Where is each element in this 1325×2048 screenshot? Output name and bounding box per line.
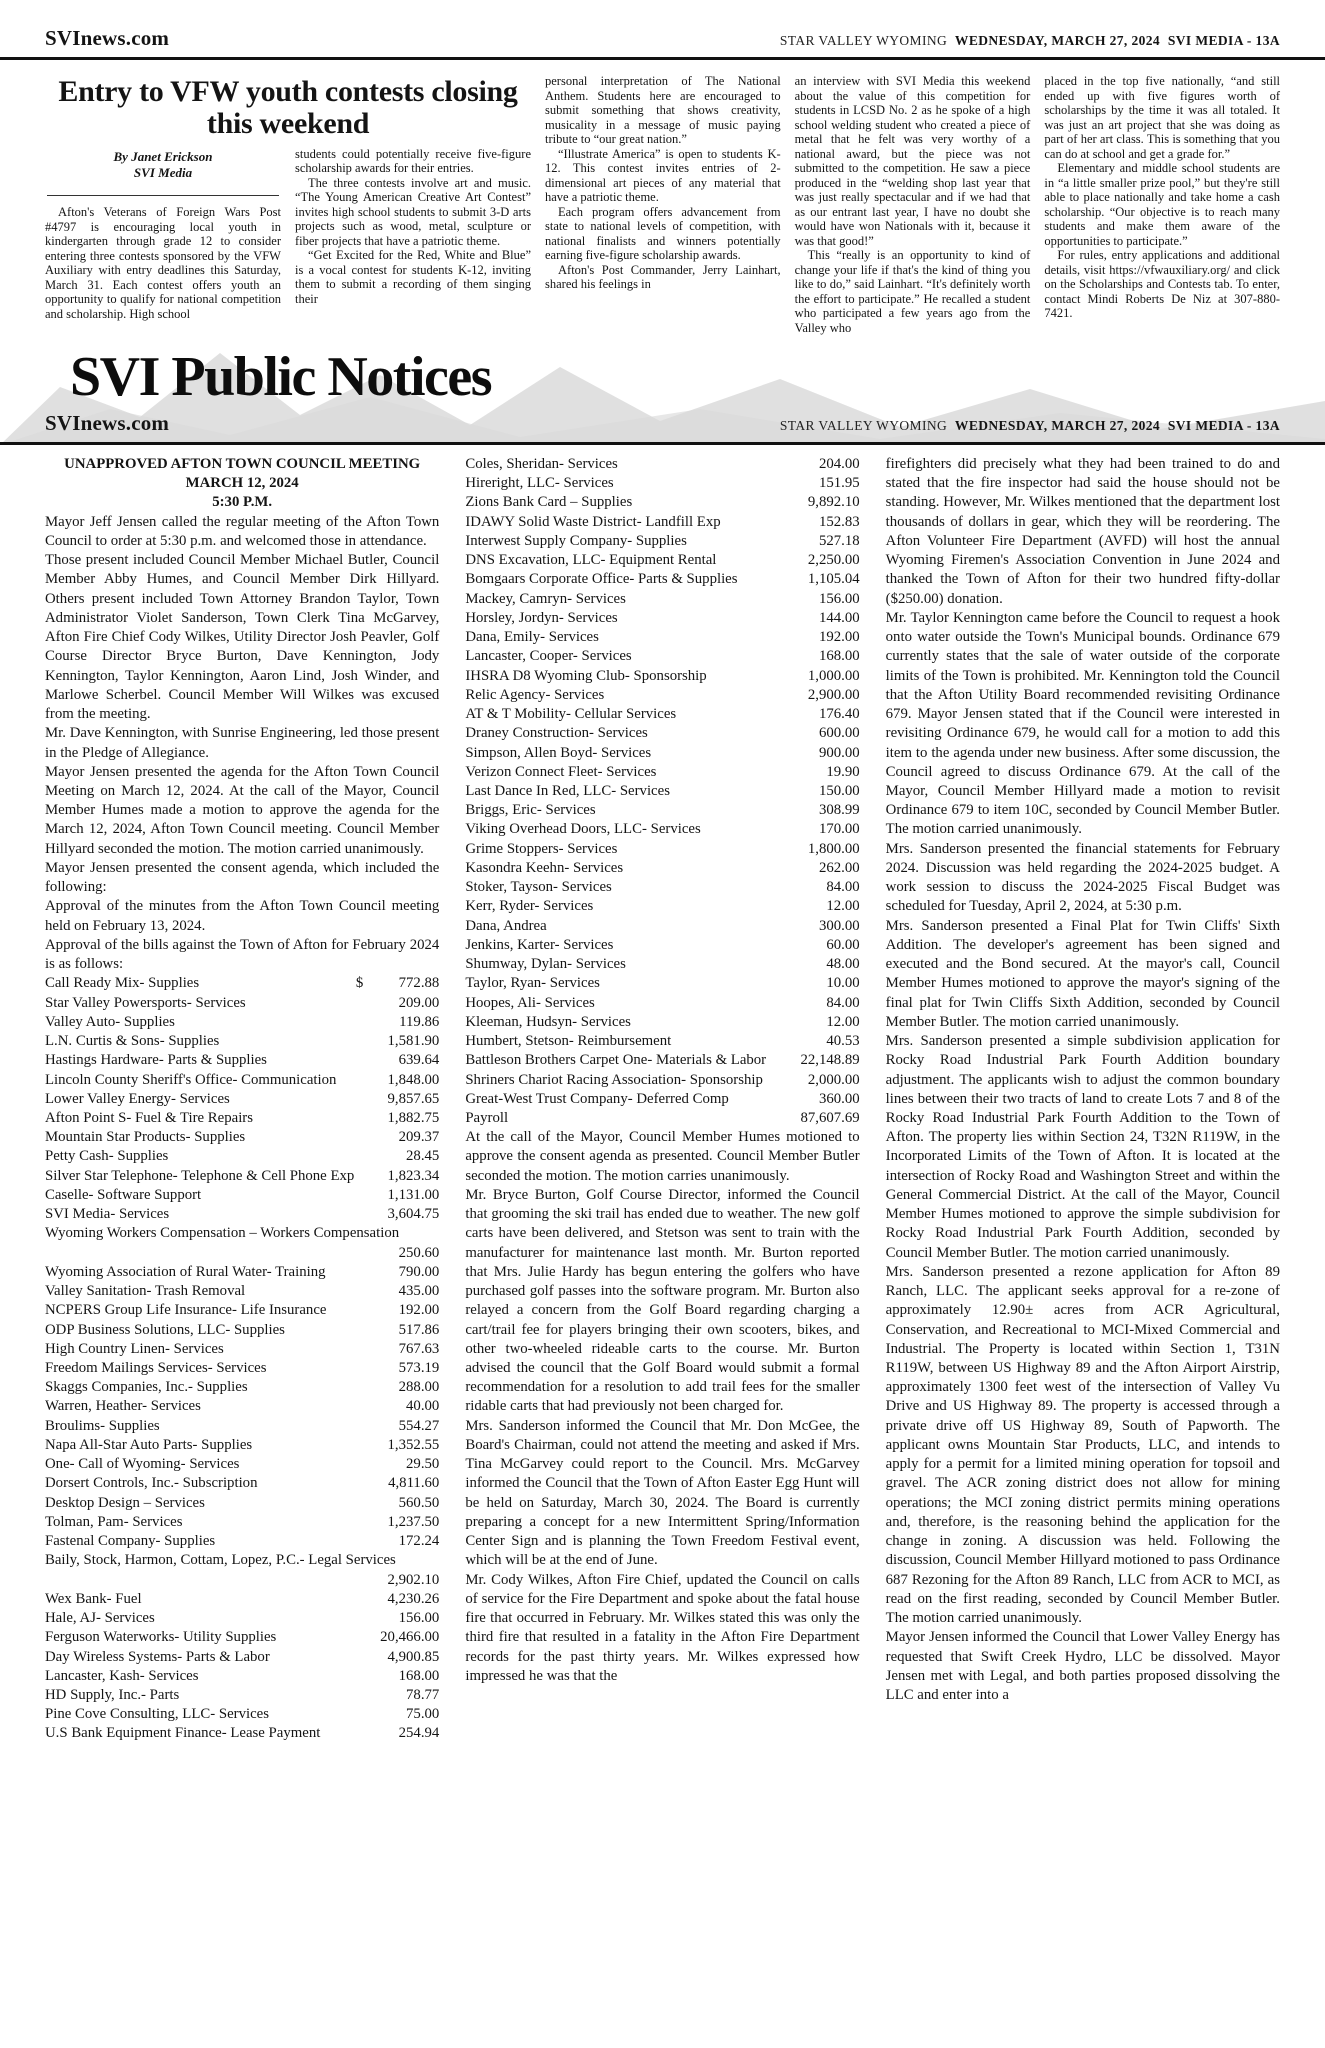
bill-line-item: [45, 1378, 439, 1397]
paragraph: placed in the top five nationally, “and still ended up with five figures worth of scholarships by the time it was all totaled. It was just an art project that she was doing as part of her art class. This is something that you can do at school and get a grade for.”: [1044, 74, 1281, 161]
byline: [45, 149, 281, 182]
bill-line-item: [465, 667, 859, 686]
bill-line-item: [45, 1397, 439, 1416]
paragraph: For rules, entry applications and additional details, visit https://vfwauxiliary.org/ and click on the Scholarships and Contests tab. To enter, contact Mindi Roberts De Niz at 307-880-7421.: [1044, 248, 1281, 320]
bill-line-item: [465, 878, 859, 897]
bill-payee: Great-West Trust Company- Deferred Comp: [465, 1090, 729, 1107]
bill-amount: 170.00: [818, 821, 860, 838]
bill-line-item: [465, 840, 859, 859]
bill-payee: Tolman, Pam- Services: [45, 1513, 183, 1530]
bill-amount: 435.00: [398, 1283, 440, 1300]
bill-amount: 1,823.34: [387, 1167, 440, 1184]
bill-line-item: [45, 1147, 439, 1166]
bill-amount: 1,581.90: [387, 1033, 440, 1050]
bill-payee: Call Ready Mix- Supplies: [45, 975, 200, 992]
bill-payee: Ferguson Waterworks- Utility Supplies: [45, 1629, 277, 1646]
byline-author: By Janet Erickson: [113, 148, 213, 164]
bill-line-item: [45, 1051, 439, 1070]
public-notices-body: [0, 445, 1325, 1762]
bill-line-item: [465, 1090, 859, 1109]
bill-amount: 40.00: [406, 1398, 440, 1415]
bill-amount: 1,105.04: [807, 571, 860, 588]
bill-payee: Baily, Stock, Harmon, Cottam, Lopez, P.C.- Legal Services: [45, 1552, 396, 1569]
bill-payee: Wex Bank- Fuel: [45, 1590, 142, 1607]
bill-amount: 4,230.26: [387, 1590, 440, 1607]
paragraph: an interview with SVI Media this weekend about the value of this competition for students in LCSD No. 2 as he spoke of a high school welding student who created a piece of metal that he felt was very worthy of a national award, but the piece was not submitted to the competition. He saw a piece produced in the “welding shop last year that was just really spectacular and if we had that as our entrant last year, I have no doubt she would have won Nationals with it, because it was that good!”: [794, 74, 1031, 248]
bill-line-item: [465, 609, 859, 628]
bill-amount: 209.00: [398, 994, 440, 1011]
bill-amount: 20,466.00: [380, 1629, 440, 1646]
bill-amount: 204.00: [818, 456, 860, 472]
bill-amount: 639.64: [398, 1052, 440, 1069]
bill-amount: 150.00: [818, 782, 860, 799]
bill-payee: Lancaster, Kash- Services: [45, 1667, 199, 1684]
bill-amount: 151.95: [818, 475, 860, 492]
paragraph: firefighters did precisely what they had been trained to do and stated that the fire inspector had said the house should not be standing. However, Mr. Wilkes mentioned that the department lost thousands of dollars in gear, which they will be reordering. The Afton Volunteer Fire Department (AVFD) will host the annual Wyoming Firemen's Association Convention in June 2024 and thanked the Town of Afton for their two hundred fifty-dollar ($250.00) donation.: [885, 456, 1280, 607]
paragraph: personal interpretation of The National Anthem. Students here are encouraged to submit something that shows creativity, musicality in a message of music paying tribute to “our great nation.”: [545, 74, 781, 146]
paragraph: “Illustrate America” is open to students K-12. This contest invites entries of 2-dimensional art pieces of any material that have a patriotic theme.: [545, 146, 781, 204]
meeting-heading-line-1: UNAPPROVED AFTON TOWN COUNCIL MEETING: [64, 456, 421, 472]
bill-amount: 192.00: [398, 1302, 440, 1319]
paragraph: Mr. Bryce Burton, Golf Course Director, informed the Council that grooming the ski trail has ended due to weather. The new golf carts have been delivered, and Stetson was sent to train with the manufacturer for maintenance last month. Mr. Burton reported that Mrs. Julie Hardy has begun entering the golfers who have purchased golf passes into the software program. Mr. Burton also relayed a concern from the Golf Board regarding charging a cart/trail fee for players bringing their own scooters, bikes, and other two-wheeled rideable carts to the course. Mr. Burton advised the council that the Golf Board would submit a formal recommendation for a resolution to add trail fees for the smaller ridable carts that had previously not been charged for.: [465, 1186, 860, 1415]
bill-payee: IDAWY Solid Waste District- Landfill Exp: [465, 513, 721, 530]
bill-amount: 360.00: [818, 1090, 860, 1107]
bill-amount: 12.00: [826, 1013, 860, 1030]
bill-payee: Valley Auto- Supplies: [45, 1013, 175, 1030]
bill-line-item: [465, 686, 859, 705]
bill-line-item: [45, 1590, 439, 1609]
bill-line-item: [465, 820, 859, 839]
bill-payee: Day Wireless Systems- Parts & Labor: [45, 1648, 270, 1665]
bill-payee: Dana, Emily- Services: [465, 629, 599, 646]
bill-payee: Broulims- Supplies: [45, 1417, 160, 1434]
bill-payee: Last Dance In Red, LLC- Services: [465, 782, 670, 799]
bill-line-item: [45, 1724, 439, 1743]
bill-payee: Mackey, Camryn- Services: [465, 590, 626, 607]
bill-payee: U.S Bank Equipment Finance- Lease Payment: [45, 1725, 321, 1742]
bill-line-item: [465, 647, 859, 666]
bill-amount: 767.63: [398, 1340, 440, 1357]
bill-line-item: [465, 1013, 859, 1032]
bill-payee: Relic Agency- Services: [465, 686, 605, 703]
bill-amount: 119.86: [399, 1013, 440, 1030]
bill-payee: Fastenal Company- Supplies: [45, 1533, 216, 1550]
bill-amount: 78.77: [406, 1687, 440, 1703]
bill-amount: 172.24: [398, 1533, 440, 1550]
bill-amount: 554.27: [398, 1417, 440, 1434]
bill-line-item: [465, 1071, 859, 1090]
bill-payee: Horsley, Jordyn- Services: [465, 609, 618, 626]
bill-amount: 600.00: [818, 725, 860, 742]
article-column-3: [545, 74, 781, 335]
paragraph: This “really is an opportunity to kind of change your life if that's the kind of thing you like to do,” said Lainhart. “It's definitely worth the effort to participate.” He recalled a student who participated a few years ago from the Valley who: [794, 248, 1031, 335]
bill-line-item: [465, 1032, 859, 1051]
paragraph: Mr. Taylor Kennington came before the Council to request a hook onto water outside the Town's Municipal bounds. Ordinance 679 currently states that the sale of water outside of the corporate limits of the Town is prohibited. Mr. Kennington told the Council that the Afton Utility Board recommended revisiting Ordinance 679. Mayor Jensen stated that if the Council were interested in revisiting Ordinance 679, he would call for a motion to add this item to the agenda under new business. After some discussion, the Council agreed to discuss Ordinance 679. At the call of the Mayor, Council Member Hillyard made a motion to revisit Ordinance 679 to item 10C, seconded by Council Member Butler. The motion carried unanimously.: [885, 609, 1280, 838]
masthead-2-location: STAR VALLEY WYOMING: [779, 418, 948, 433]
bill-amount: 144.00: [818, 609, 860, 626]
bill-payee: Stoker, Tayson- Services: [465, 879, 612, 896]
paragraph: Mr. Cody Wilkes, Afton Fire Chief, updated the Council on calls of service for the Fire Department and spoke about the fatal house fire that occurred in February. Mr. Wilkes stated this was only the third fire that resulted in a fatality in the Afton Fire Department records for the past thirty years. Mr. Wilkes expressed how impressed he was that the: [465, 1571, 860, 1684]
bill-amount: 790.00: [398, 1263, 440, 1280]
notices-column-3-text: [886, 455, 1280, 1705]
bill-payee: Hale, AJ- Services: [45, 1610, 155, 1627]
bill-line-item: [45, 1686, 439, 1705]
bill-payee: NCPERS Group Life Insurance- Life Insurance: [45, 1302, 327, 1319]
bill-line-item: [465, 744, 859, 763]
bill-line-item: [465, 897, 859, 916]
masthead-2-folio: [776, 418, 1280, 434]
bill-amount: 9,857.65: [387, 1090, 440, 1107]
bill-amount: 560.50: [398, 1494, 440, 1511]
bill-amount: 60.00: [826, 936, 860, 953]
paragraph: students could potentially receive five-figure scholarship awards for their entries.: [295, 146, 531, 176]
bill-payee: Verizon Connect Fleet- Services: [465, 763, 657, 780]
vfw-article: [0, 60, 1325, 343]
bill-payee: Kasondra Keehn- Services: [465, 859, 624, 876]
bill-line-item: [45, 1186, 439, 1205]
bill-amount: 48.00: [826, 956, 860, 973]
bill-payee: Hastings Hardware- Parts & Supplies: [45, 1052, 267, 1069]
bill-amount: 573.19: [398, 1360, 440, 1377]
bill-amount: 262.00: [818, 859, 860, 876]
bill-line-item: [465, 936, 859, 955]
article-left-block: [45, 74, 531, 335]
bill-amount: 22,148.89: [800, 1052, 860, 1069]
bill-payee: Pine Cove Consulting, LLC- Services: [45, 1706, 269, 1723]
bill-line-item: [465, 1109, 859, 1128]
bill-line-item: [45, 1032, 439, 1051]
paragraph: The three contests involve art and music. “The Young American Creative Art Contest” invites high school students to submit 3-D arts projects such as wood, metal, sculpture or fiber projects that have a patriotic theme.: [295, 175, 531, 248]
bill-amount: 1,000.00: [807, 667, 860, 684]
masthead-2-brand: SVInews.com: [45, 411, 170, 435]
bill-line-item: [45, 974, 439, 993]
bill-payee: Napa All-Star Auto Parts- Supplies: [45, 1436, 253, 1453]
bill-payee: High Country Linen- Services: [45, 1340, 224, 1357]
bill-amount: 1,237.50: [387, 1513, 440, 1530]
bill-amount: 300.00: [818, 917, 860, 934]
bill-payee: Petty Cash- Supplies: [45, 1148, 169, 1165]
paragraph: Mayor Jensen presented the consent agenda, which included the following:: [45, 859, 440, 896]
bill-payee: Kerr, Ryder- Services: [465, 898, 594, 915]
bill-line-item: [45, 1263, 439, 1282]
masthead-2-page-number: SVI MEDIA - 13A: [1167, 418, 1280, 433]
bill-line-item: [45, 1321, 439, 1340]
bill-line-item: [465, 513, 859, 532]
paragraph: Mayor Jensen presented the agenda for the Afton Town Council Meeting on March 12, 2024. At the call of the Mayor, Council Member Humes made a motion to approve the agenda for the March 12, 2024, Afton Town Council meeting. Council Member Hillyard seconded the motion. The motion carried unanimously.: [45, 763, 440, 857]
bill-line-item: [465, 551, 859, 570]
notices-column-1-bills: [45, 974, 439, 1743]
bill-line-item: [45, 1436, 439, 1455]
notices-column-2-bills: [465, 455, 859, 1128]
public-notices-header: [0, 343, 1325, 445]
bill-line-item: [45, 1417, 439, 1436]
bill-line-item: [45, 1301, 439, 1320]
masthead-page-number: SVI MEDIA - 13A: [1167, 33, 1280, 48]
byline-org: SVI Media: [133, 165, 193, 181]
bill-line-item: [45, 1532, 439, 1551]
paragraph: Mayor Jensen informed the Council that Lower Valley Energy has requested that Swift Creek Hydro, LLC be dissolved. Mayor Jensen met with Legal, and both parties proposed dissolving the LLC and enter into a: [885, 1629, 1280, 1703]
bill-amount: 19.90: [826, 763, 860, 780]
article-column-1: [45, 147, 281, 322]
bill-amount: 1,131.00: [387, 1186, 440, 1203]
bill-line-item: [465, 994, 859, 1013]
bill-payee: Silver Star Telephone- Telephone & Cell Phone Exp: [45, 1167, 355, 1184]
meeting-heading-line-3: 5:30 P.M.: [212, 494, 273, 511]
bill-line-item: [45, 1167, 439, 1186]
bill-payee: DNS Excavation, LLC- Equipment Rental: [465, 552, 717, 569]
bill-payee: Humbert, Stetson- Reimbursement: [465, 1033, 672, 1050]
bill-payee: Coles, Sheridan- Services: [465, 456, 618, 472]
bill-payee: Lower Valley Energy- Services: [45, 1090, 230, 1107]
bill-payee: Star Valley Powersports- Services: [45, 994, 246, 1011]
bill-payee: Lancaster, Cooper- Services: [465, 648, 632, 665]
bill-payee: Warren, Heather- Services: [45, 1398, 201, 1415]
bill-amount: 192.00: [818, 629, 860, 646]
paragraph: At the call of the Mayor, Council Member Humes motioned to approve the consent agenda as presented. Council Member Butler seconded the motion. The motion carries unanimously.: [465, 1129, 860, 1184]
bill-amount: 9,892.10: [807, 494, 860, 511]
bill-amount: 772.88: [398, 975, 440, 992]
paragraph: Elementary and middle school students are in “a little smaller prize pool,” but they're still able to place nationally and take home a cash scholarship. “Our objective is to reach many students and make them aware of the opportunities to participate.”: [1044, 161, 1281, 248]
bill-line-item: [465, 917, 859, 936]
paragraph: Mrs. Sanderson presented a Final Plat for Twin Cliffs' Sixth Addition. The developer's agreement has been signed and executed and the Bond secured. At the mayor's call, Council Member Humes motioned to approve the mayor's signing of the final plat for Twin Cliffs Sixth Addition, seconded by Council Member Butler. The motion carried unanimously.: [885, 917, 1280, 1030]
bill-line-item: [45, 1090, 439, 1109]
paragraph: Afton's Veterans of Foreign Wars Post #4797 is encouraging local youth in kindergarten through grade 12 to consider entering three contests sponsored by the VFW Auxiliary with entry deadlines this Saturday, March 31. Each contest offers youth an opportunity to qualify for national competition and scholarship. High school: [45, 205, 281, 321]
article-column-5: [1044, 74, 1280, 335]
bill-amount: 10.00: [826, 975, 860, 992]
bill-payee: Draney Construction- Services: [465, 725, 648, 742]
bill-payee: Desktop Design – Services: [45, 1494, 205, 1511]
bill-payee: Freedom Mailings Services- Services: [45, 1360, 267, 1377]
bill-line-item: [45, 1648, 439, 1667]
masthead-location: STAR VALLEY WYOMING: [779, 33, 948, 48]
bill-payee: Caselle- Software Support: [45, 1186, 202, 1203]
bill-amount: 2,900.00: [807, 686, 860, 703]
bill-line-item: [45, 1013, 439, 1032]
bill-amount: 517.86: [398, 1321, 440, 1338]
bill-payee: Taylor, Ryan- Services: [465, 975, 600, 992]
bill-amount: 152.83: [818, 513, 860, 530]
bill-line-item: [465, 782, 859, 801]
bill-payee: One- Call of Wyoming- Services: [45, 1456, 240, 1473]
bill-line-item: [465, 974, 859, 993]
article-column-2: [295, 147, 531, 322]
bill-payee: Hoopes, Ali- Services: [465, 994, 595, 1011]
masthead: [0, 0, 1325, 60]
currency-symbol: $: [355, 975, 364, 992]
bill-payee: Interwest Supply Company- Supplies: [465, 532, 687, 549]
bill-line-item: [45, 1455, 439, 1474]
bill-amount: 2,000.00: [807, 1071, 860, 1088]
bill-payee: Zions Bank Card – Supplies: [465, 494, 633, 511]
bill-payee: Wyoming Association of Rural Water- Training: [45, 1263, 326, 1280]
bill-amount: 288.00: [398, 1379, 440, 1396]
masthead-brand: SVInews.com: [45, 26, 170, 50]
bill-payee: Dana, Andrea: [465, 917, 547, 934]
bill-payee: Mountain Star Products- Supplies: [45, 1129, 246, 1146]
bill-payee: Shriners Chariot Racing Association- Sponsorship: [465, 1071, 763, 1088]
paragraph: Mr. Dave Kennington, with Sunrise Engineering, led those present in the Pledge of Allegiance.: [45, 725, 440, 761]
bill-line-item: [465, 590, 859, 609]
bill-line-item: [45, 1513, 439, 1532]
bill-amount: 168.00: [818, 648, 860, 665]
bill-payee: IHSRA D8 Wyoming Club- Sponsorship: [465, 667, 707, 684]
bill-line-item: [45, 1628, 439, 1647]
bill-amount: 84.00: [826, 879, 860, 896]
bill-line-item: [465, 455, 859, 474]
bill-amount: 12.00: [826, 898, 860, 915]
notices-column-1-text: [45, 513, 439, 975]
bill-line-item: [465, 705, 859, 724]
bill-payee: AT & T Mobility- Cellular Services: [465, 706, 677, 723]
bill-amount: 1,800.00: [807, 840, 860, 857]
bill-line-item: [45, 1705, 439, 1724]
bill-amount: 87,607.69: [800, 1109, 860, 1126]
bill-payee: Dorsert Controls, Inc.- Subscription: [45, 1475, 258, 1492]
bill-line-item: [45, 1609, 439, 1628]
bill-amount: 1,882.75: [387, 1109, 440, 1126]
public-notices-title: SVI Public Notices: [70, 346, 491, 408]
bill-amount: 900.00: [818, 744, 860, 761]
bill-line-item: [465, 1051, 859, 1070]
bill-payee: Lincoln County Sheriff's Office- Communication: [45, 1071, 337, 1088]
bill-amount: 156.00: [398, 1610, 440, 1627]
bill-payee: L.N. Curtis & Sons- Supplies: [45, 1033, 220, 1050]
bill-payee: Afton Point S- Fuel & Tire Repairs: [45, 1109, 253, 1126]
masthead-2-date: WEDNESDAY, MARCH 27, 2024: [954, 418, 1161, 433]
bill-line-item: [45, 1282, 439, 1301]
article-column-1-text: [45, 205, 281, 321]
bill-line-item: [465, 474, 859, 493]
paragraph: Mrs. Sanderson informed the Council that Mr. Don McGee, the Board's Chairman, could not attend the meeting and asked if Mrs. Tina McGarvey could report to the Council. Mrs. McGarvey informed the Council that the Town of Afton Easter Egg Hunt will be held on Saturday, March 30, 2024. The Board is currently preparing a concept for a new Intermittent Spring/Information Center Sign and is planning the Town Freedom Festival event, which will be at the end of June.: [465, 1417, 860, 1569]
bill-payee: Simpson, Allen Boyd- Services: [465, 744, 652, 761]
bill-payee: SVI Media- Services: [45, 1206, 170, 1223]
bill-payee: Viking Overhead Doors, LLC- Services: [465, 821, 701, 838]
bill-payee: Grime Stoppers- Services: [465, 840, 618, 857]
paragraph: Those present included Council Member Michael Butler, Council Member Abby Humes, and Council Member Dirk Hillyard. Others present included Town Attorney Brandon Taylor, Town Administrator Violet Sanderson, Town Clerk Tina McGarvey, Afton Fire Chief Cody Wilkes, Utility Director Josh Peavler, Golf Course Director Bryce Burton, Dave Kennington, Jody Kennington, Taylor Kennington, Aaron Lind, Josh Winder, and Marlowe Scherbel. Council Member Will Wilkes was excused from the meeting.: [45, 552, 440, 723]
bill-payee: Briggs, Eric- Services: [465, 802, 596, 819]
bill-amount: 2,902.10: [387, 1571, 440, 1588]
bill-line-item: [45, 1667, 439, 1686]
bill-amount: 168.00: [398, 1667, 440, 1684]
notices-column-1: [45, 455, 439, 1744]
bill-amount: 254.94: [398, 1725, 440, 1742]
bill-line-item: [465, 532, 859, 551]
bill-line-item: [465, 801, 859, 820]
bill-amount: 40.53: [826, 1033, 860, 1050]
bill-line-item: [45, 1340, 439, 1359]
bill-line-item: [465, 724, 859, 743]
bill-amount: 28.45: [406, 1148, 440, 1165]
masthead-folio: [776, 33, 1280, 49]
bill-payee: HD Supply, Inc.- Parts: [45, 1687, 180, 1703]
bill-amount: 308.99: [818, 802, 860, 819]
masthead-2: [0, 407, 1325, 445]
meeting-heading-line-2: MARCH 12, 2024: [185, 475, 299, 492]
bill-line-item: [465, 955, 859, 974]
bill-amount: 1,352.55: [387, 1436, 440, 1453]
bill-amount: 527.18: [818, 532, 860, 549]
article-column-4: [795, 74, 1031, 335]
bill-amount: 75.00: [406, 1706, 440, 1723]
bill-payee: Skaggs Companies, Inc.- Supplies: [45, 1379, 248, 1396]
bill-payee: Valley Sanitation- Trash Removal: [45, 1283, 246, 1300]
bill-amount: 209.37: [398, 1129, 440, 1146]
bill-amount: 4,900.85: [387, 1648, 440, 1665]
bill-payee: Bomgaars Corporate Office- Parts & Supplies: [465, 571, 738, 588]
notices-column-3: [886, 455, 1280, 1744]
bill-amount: 250.60: [398, 1244, 440, 1261]
bill-payee: Jenkins, Karter- Services: [465, 936, 614, 953]
byline-rule: [47, 195, 279, 196]
bill-line-item: [465, 859, 859, 878]
bill-payee: Battleson Brothers Carpet One- Materials & Labor: [465, 1052, 767, 1069]
bill-payee: Wyoming Workers Compensation – Workers Compensation: [45, 1225, 400, 1242]
bill-payee: Shumway, Dylan- Services: [465, 956, 626, 973]
bill-amount: 4,811.60: [388, 1475, 440, 1492]
bill-line-item: [45, 1128, 439, 1147]
bill-line-item: [45, 1205, 439, 1224]
paragraph: Approval of the minutes from the Afton Town Council meeting held on February 13, 2024.: [45, 898, 440, 934]
bill-amount: 3,604.75: [387, 1206, 440, 1223]
bill-line-item: [45, 1071, 439, 1090]
bill-payee: Hireright, LLC- Services: [465, 475, 614, 492]
paragraph: Approval of the bills against the Town of Afton for February 2024 is as follows:: [45, 936, 440, 973]
bill-payee: ODP Business Solutions, LLC- Supplies: [45, 1321, 285, 1338]
bill-line-item: [45, 1224, 439, 1262]
bill-line-item: [45, 1359, 439, 1378]
bill-line-item: [45, 1551, 439, 1589]
bill-amount: 176.40: [818, 706, 860, 723]
bill-line-item: [45, 1474, 439, 1493]
bill-line-item: [45, 994, 439, 1013]
bill-line-item: [465, 570, 859, 589]
paragraph: “Get Excited for the Red, White and Blue” is a vocal contest for students K-12, inviting them to submit a recording of them singing their: [295, 248, 531, 306]
notices-column-2-text: [465, 1128, 859, 1686]
bill-line-item: [45, 1109, 439, 1128]
paragraph: Mayor Jeff Jensen called the regular meeting of the Afton Town Council to order at 5:30 p.m. and welcomed those in attendance.: [45, 513, 440, 549]
bill-payee: Kleeman, Hudsyn- Services: [465, 1013, 631, 1030]
bill-line-item: [465, 493, 859, 512]
bill-line-item: [45, 1494, 439, 1513]
bill-amount: 84.00: [826, 994, 860, 1011]
notices-column-2: [465, 455, 859, 1744]
paragraph: Mrs. Sanderson presented a simple subdivision application for Rocky Road Industrial Park Fourth Addition boundary adjustment. The applicants wish to adjust the common boundary lines between their two tracts of land to create Lots 7 and 8 of the Rocky Road Industrial Park Fourth Addition to the Town of Afton. The property lies within Section 24, T32N R119W, in the Incorporated Limits of the Town of Afton. It is located at the intersection of Rocky Road and Washington Street and within the General Commercial District. At the call of the Mayor, Council Member Humes motioned to approve the simple subdivision for Rocky Road Industrial Park Fourth Addition, seconded by Council Member Butler. The motion carried unanimously.: [885, 1033, 1280, 1261]
bill-line-item: [465, 763, 859, 782]
paragraph: Mrs. Sanderson presented a rezone application for Afton 89 Ranch, LLC. The applicant seeks approval for a re-zone of approximately 12.90± acres from ACR Agricultural, Conservation, and Recreational to MCI-Mixed Commercial and Industrial. The Property is located within Section 1, T31N R119W, between US Highway 89 and the Afton Airport Airstrip, approximately 1300 feet west of the intersection of Valley Vu Drive and US Highway 89. The property is accessed through a private drive off US Highway 89, South of Papworth. The applicant owns Mountain Star Products, LLC, and intends to apply for a permit for a limited mining operation for topsoil and gravel. The ACR zoning district does not allow for mining operations; the MCI zoning district permits mining operations and, therefore, is the reasoning behind the application for the change in zoning. A discussion was held. Following the discussion, Council Member Hillyard motioned to pass Ordinance 687 Rezoning for the Afton 89 Ranch, LLC from ACR to MCI, as read on the first reading, seconded by Council Member Butler. The motion carried unanimously.: [885, 1263, 1280, 1627]
bill-amount: 2,250.00: [807, 552, 860, 569]
bill-amount: 156.00: [818, 590, 860, 607]
paragraph: Each program offers advancement from state to national levels of competition, with national finalists and winners potentially earning five-figure scholarship awards.: [545, 204, 781, 262]
bill-payee: Payroll: [465, 1109, 509, 1126]
masthead-date: WEDNESDAY, MARCH 27, 2024: [954, 33, 1161, 48]
paragraph: Mrs. Sanderson presented the financial statements for February 2024. Discussion was held regarding the 2024-2025 budget. A work session to discuss the 2024-2025 Fiscal Budget was scheduled for Tuesday, April 2, 2024, at 5:30 p.m.: [885, 840, 1280, 915]
article-headline: Entry to VFW youth contests closing this weekend: [58, 75, 518, 141]
bill-amount: 1,848.00: [387, 1071, 440, 1088]
bill-line-item: [465, 628, 859, 647]
bill-amount: 29.50: [406, 1456, 440, 1473]
paragraph: Afton's Post Commander, Jerry Lainhart, shared his feelings in: [545, 262, 781, 291]
meeting-heading: [45, 455, 439, 513]
